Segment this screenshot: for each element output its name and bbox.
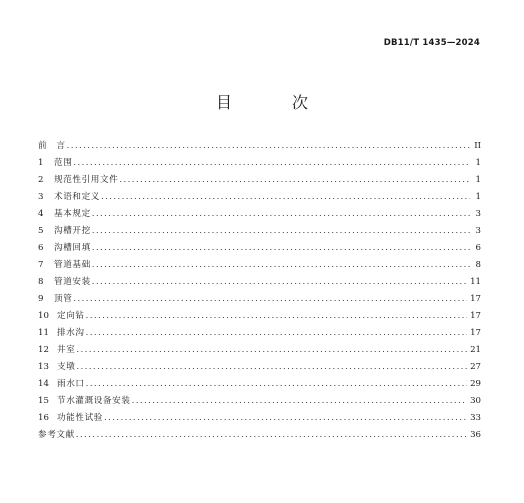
toc-entry-number: 7 [38,260,44,270]
toc-dot-leader [92,206,470,223]
toc-entry-page-number: 30 [470,396,481,406]
toc-entry-page-number: 17 [470,328,481,338]
toc-entry-label: 沟槽开挖 [54,226,91,236]
toc-entry-page-number: 3 [475,209,481,219]
toc-entry-label: 参考文献 [38,430,75,440]
toc-entry-page-number: 17 [470,311,481,321]
toc-entry-number: 8 [38,277,44,287]
toc-dot-leader [86,376,467,393]
toc-entry-number: 6 [38,243,44,253]
toc-dot-leader [92,274,467,291]
toc-entry-page-number: 27 [470,362,481,372]
toc-dot-leader [76,342,467,359]
toc-entry-label: 前 言 [38,141,66,151]
toc-entry-page-number: 21 [470,345,481,355]
toc-entry-number: 10 [38,311,49,321]
toc-entry[interactable] [38,359,481,376]
toc-entry-label: 功能性试验 [57,413,103,423]
toc-entry[interactable] [38,342,481,359]
toc-dot-leader [76,359,467,376]
toc-dot-leader [86,308,467,325]
toc-entry-page-number: 29 [470,379,481,389]
toc-entry-label: 基本规定 [54,209,91,219]
toc-entry[interactable] [38,325,481,342]
toc-entry[interactable] [38,410,481,427]
toc-title: 目 次 [215,93,330,112]
toc-dot-leader [73,155,470,172]
toc-entry-number: 13 [38,362,49,372]
toc-entry-number: 9 [38,294,44,304]
toc-entry[interactable] [38,308,481,325]
toc-entry[interactable] [38,274,481,291]
toc-entry-page-number: 3 [475,226,481,236]
toc-entry-label: 沟槽回填 [54,243,91,253]
toc-dot-leader [92,240,470,257]
toc-entry-label: 定向钻 [57,311,85,321]
toc-entry-page-number: 1 [475,192,481,202]
toc-entry[interactable] [38,291,481,308]
toc-dot-leader [67,138,470,155]
toc-dot-leader [132,393,468,410]
toc-entry-label: 范围 [54,158,73,168]
toc-entry-number: 4 [38,209,44,219]
toc-entry-page-number: 33 [470,413,481,423]
toc-entry-number: 2 [38,175,44,185]
toc-entry-label: 术语和定义 [54,192,100,202]
toc-entry-label: 雨水口 [57,379,85,389]
toc-entry-number: 14 [38,379,49,389]
toc-entry-label: 管道安装 [54,277,91,287]
toc-entry-number: 12 [38,345,49,355]
toc-dot-leader [101,189,470,206]
toc-entry-page-number: 8 [475,260,481,270]
toc-entry-label: 管道基础 [54,260,91,270]
toc-entry[interactable] [38,376,481,393]
toc-dot-leader [104,410,467,427]
toc-entry-label: 排水沟 [57,328,85,338]
toc-entry-label: 规范性引用文件 [54,175,119,185]
toc-entry-page-number: 17 [470,294,481,304]
toc-entry-number: 5 [38,226,44,236]
toc-entry[interactable] [38,155,481,172]
toc-entry-number: 11 [38,328,49,338]
toc-entry[interactable] [38,427,481,444]
toc-dot-leader [119,172,470,189]
toc-entry-number: 1 [38,158,44,168]
toc-dot-leader [86,325,467,342]
toc-entry-page-number: II [474,141,481,151]
toc-entry[interactable] [38,223,481,240]
toc-entry[interactable] [38,138,481,155]
toc-entry-label: 支墩 [57,362,76,372]
toc-entry[interactable] [38,206,481,223]
toc-entry-label: 井室 [57,345,76,355]
toc-entry-label: 顶管 [54,294,73,304]
toc-entry[interactable] [38,257,481,274]
toc-entry-number: 16 [38,413,49,423]
toc-entry-label: 节水灌溉设备安装 [57,396,131,406]
toc-dot-leader [92,223,470,240]
toc-dot-leader [92,257,470,274]
toc-entry-number: 15 [38,396,49,406]
toc-entry-page-number: 1 [475,158,481,168]
toc-entry[interactable] [38,393,481,410]
table-of-contents [38,138,481,444]
toc-entry[interactable] [38,172,481,189]
toc-entry-page-number: 36 [470,430,481,440]
toc-dot-leader [76,427,467,444]
toc-entry[interactable] [38,189,481,206]
toc-dot-leader [73,291,467,308]
toc-entry-page-number: 11 [470,277,481,287]
toc-entry-number: 3 [38,192,44,202]
document-code: DB11/T 1435—2024 [383,38,480,48]
toc-entry[interactable] [38,240,481,257]
toc-entry-page-number: 6 [475,243,481,253]
toc-entry-page-number: 1 [475,175,481,185]
